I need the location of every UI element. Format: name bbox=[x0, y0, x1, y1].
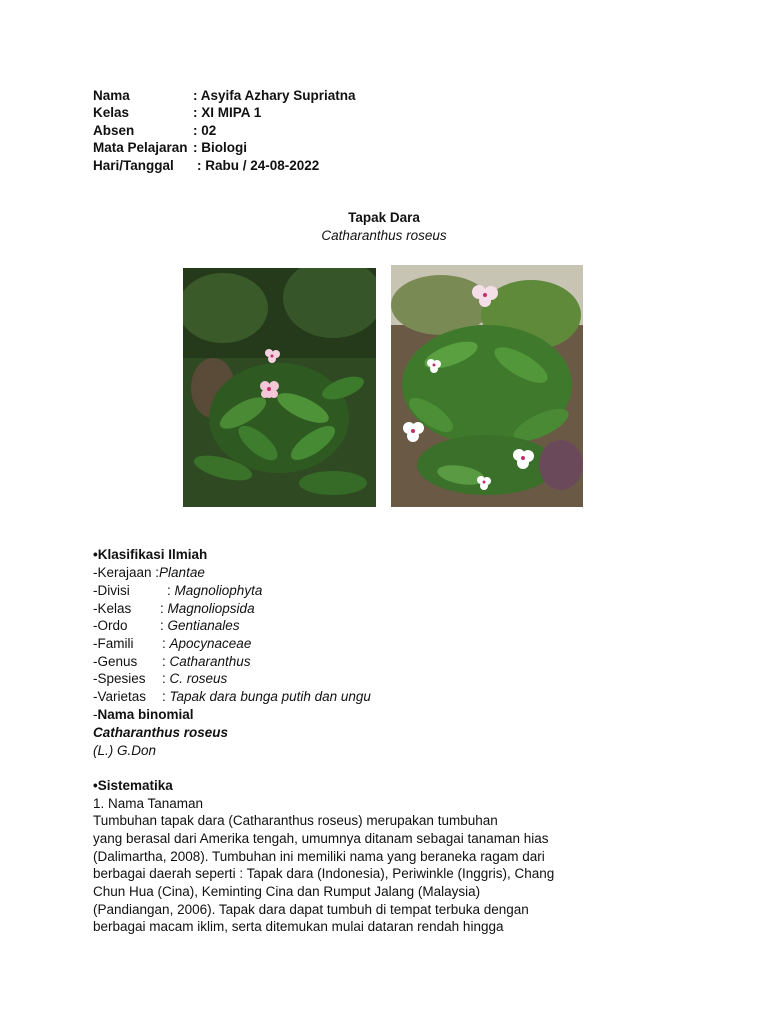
info-row-tanggal bbox=[93, 157, 319, 174]
klasifikasi-value: Tapak dara bunga putih dan ungu bbox=[169, 689, 371, 704]
klasifikasi-sep: : bbox=[167, 583, 175, 598]
klasifikasi-sep: : bbox=[162, 654, 170, 669]
info-label: Absen bbox=[93, 123, 135, 138]
klasifikasi-value: Plantae bbox=[159, 565, 205, 580]
sistematika-subheading: 1. Nama Tanaman bbox=[93, 796, 204, 811]
paragraph-line: Chun Hua (Cina), Keminting Cina dan Rumput Jalang (Malaysia) bbox=[93, 884, 481, 899]
info-row-mapel bbox=[93, 139, 247, 156]
klasifikasi-value: C. roseus bbox=[169, 671, 228, 686]
klasifikasi-row-ordo bbox=[93, 617, 240, 634]
klasifikasi-key: -Varietas bbox=[93, 689, 147, 704]
paragraph-line: (Dalimartha, 2008). Tumbuhan ini memiliki nama yang beraneka ragam dari bbox=[93, 849, 545, 864]
klasifikasi-key: -Genus bbox=[93, 654, 138, 669]
binomial-heading bbox=[93, 706, 194, 723]
info-value: : Asyifa Azhary Supriatna bbox=[193, 88, 356, 103]
klasifikasi-value: Magnoliopsida bbox=[167, 601, 255, 616]
klasifikasi-row-famili bbox=[93, 635, 251, 652]
paragraph-line: berbagai daerah seperti : Tapak dara (Indonesia), Periwinkle (Inggris), Chang bbox=[93, 866, 555, 881]
paragraph-line: (Pandiangan, 2006). Tapak dara dapat tumbuh di tempat terbuka dengan bbox=[93, 902, 529, 917]
klasifikasi-value: Gentianales bbox=[167, 618, 240, 633]
info-label: Nama bbox=[93, 88, 130, 103]
info-row-kelas bbox=[93, 104, 261, 121]
klasifikasi-row-kelas bbox=[93, 600, 255, 617]
info-row-nama bbox=[93, 87, 356, 104]
info-value: : Biologi bbox=[193, 140, 247, 155]
info-label: Hari/Tanggal bbox=[93, 158, 174, 173]
klasifikasi-row-spesies bbox=[93, 670, 227, 687]
page-title: Tapak Dara bbox=[348, 210, 420, 225]
section-heading-sistematika: •Sistematika bbox=[93, 778, 173, 793]
klasifikasi-row-varietas bbox=[93, 688, 371, 705]
klasifikasi-row-kerajaan bbox=[93, 564, 205, 581]
info-value: : 02 bbox=[193, 123, 217, 138]
paragraph-line: yang berasal dari Amerika tengah, umumnya ditanam sebagai tanaman hias bbox=[93, 831, 549, 846]
klasifikasi-sep: : bbox=[162, 689, 170, 704]
binomial-author: (L.) G.Don bbox=[93, 743, 157, 758]
klasifikasi-sep: : bbox=[160, 618, 168, 633]
binomial-prefix: - bbox=[93, 707, 98, 722]
klasifikasi-key: -Ordo bbox=[93, 618, 128, 633]
info-value: : XI MIPA 1 bbox=[193, 105, 262, 120]
scientific-name: Catharanthus roseus bbox=[321, 228, 447, 243]
info-label: Mata Pelajaran bbox=[93, 140, 188, 155]
periwinkle-plant-photo-1 bbox=[183, 268, 376, 507]
info-row-absen bbox=[93, 122, 216, 139]
klasifikasi-value: Apocynaceae bbox=[169, 636, 252, 651]
klasifikasi-row-genus bbox=[93, 653, 251, 670]
klasifikasi-value: Magnoliophyta bbox=[174, 583, 263, 598]
klasifikasi-sep: : bbox=[162, 636, 170, 651]
binomial-name: Catharanthus roseus bbox=[93, 725, 229, 740]
periwinkle-plant-photo-2 bbox=[391, 265, 583, 507]
klasifikasi-key: -Kerajaan : bbox=[93, 565, 160, 580]
paragraph-line: berbagai macam iklim, serta ditemukan mulai dataran rendah hingga bbox=[93, 919, 504, 934]
klasifikasi-key: -Famili bbox=[93, 636, 134, 651]
klasifikasi-row-divisi bbox=[93, 582, 262, 599]
klasifikasi-value: Catharanthus bbox=[169, 654, 251, 669]
info-value: : Rabu / 24-08-2022 bbox=[197, 158, 320, 173]
klasifikasi-key: -Kelas bbox=[93, 601, 132, 616]
binomial-heading-text: Nama binomial bbox=[97, 707, 194, 722]
section-heading-klasifikasi: •Klasifikasi Ilmiah bbox=[93, 547, 208, 562]
klasifikasi-sep: : bbox=[160, 601, 168, 616]
paragraph-line: Tumbuhan tapak dara (Catharanthus roseus) merupakan tumbuhan bbox=[93, 813, 498, 828]
klasifikasi-sep: : bbox=[162, 671, 170, 686]
info-label: Kelas bbox=[93, 105, 130, 120]
klasifikasi-key: -Spesies bbox=[93, 671, 146, 686]
klasifikasi-key: -Divisi bbox=[93, 583, 130, 598]
